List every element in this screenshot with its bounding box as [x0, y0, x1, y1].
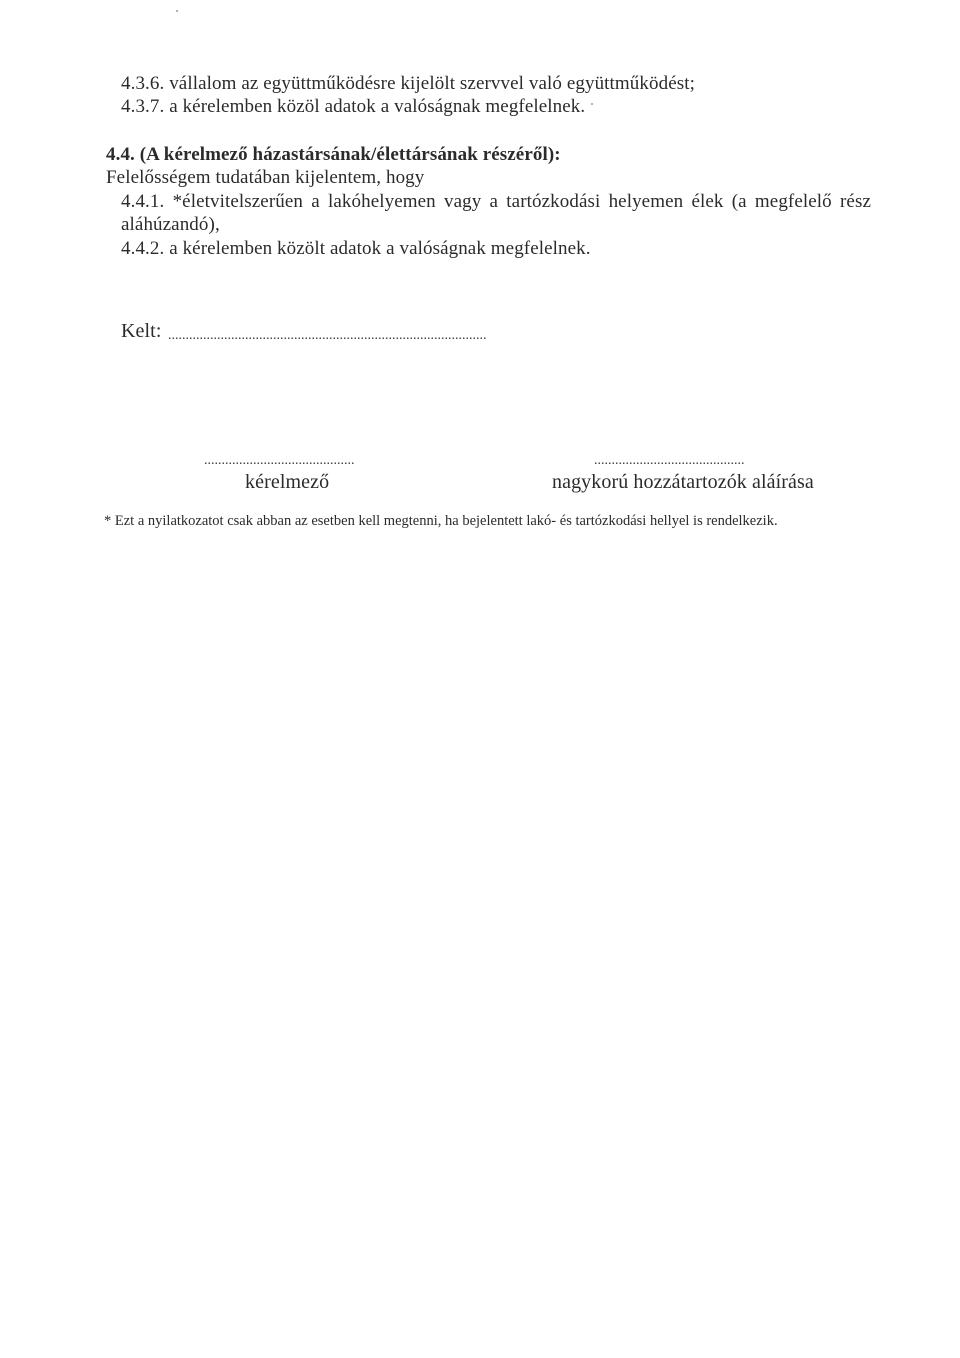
item-4-4-1-line2: aláhúzandó), [121, 214, 220, 235]
scan-speck [176, 10, 178, 12]
relatives-signature-label: nagykorú hozzátartozók aláírása [552, 471, 814, 493]
item-4-4-2: 4.4.2. a kérelemben közölt adatok a valóságnak megfelelnek. [121, 238, 591, 259]
date-field-label: Kelt: [121, 320, 162, 342]
scan-speck [591, 103, 593, 105]
item-4-3-7: 4.3.7. a kérelemben közöl adatok a valóságnak megfelelnek. [121, 96, 586, 117]
section-4-4-heading: 4.4. (A kérelmező házastársának/élettársának részéről): [106, 144, 561, 165]
item-4-3-6: 4.3.6. vállalom az együttműködésre kijelölt szervvel való együttműködést; [121, 73, 695, 94]
applicant-signature-line: ........................................... [204, 453, 355, 468]
date-field-dots: ........................................................................................... [168, 328, 487, 343]
applicant-signature-label: kérelmező [245, 471, 330, 493]
relatives-signature-line: ........................................... [594, 453, 745, 468]
item-4-4-1-line1: 4.4.1. *életvitelszerűen a lakóhelyemen vagy a tartózkodási helyemen élek (a megfelelő rész [121, 191, 871, 212]
section-4-4-intro: Felelősségem tudatában kijelentem, hogy [106, 167, 425, 188]
footnote: * Ezt a nyilatkozatot csak abban az esetben kell megtenni, ha bejelentett lakó- és tartózkodási hellyel is rendelkezik. [104, 513, 778, 529]
